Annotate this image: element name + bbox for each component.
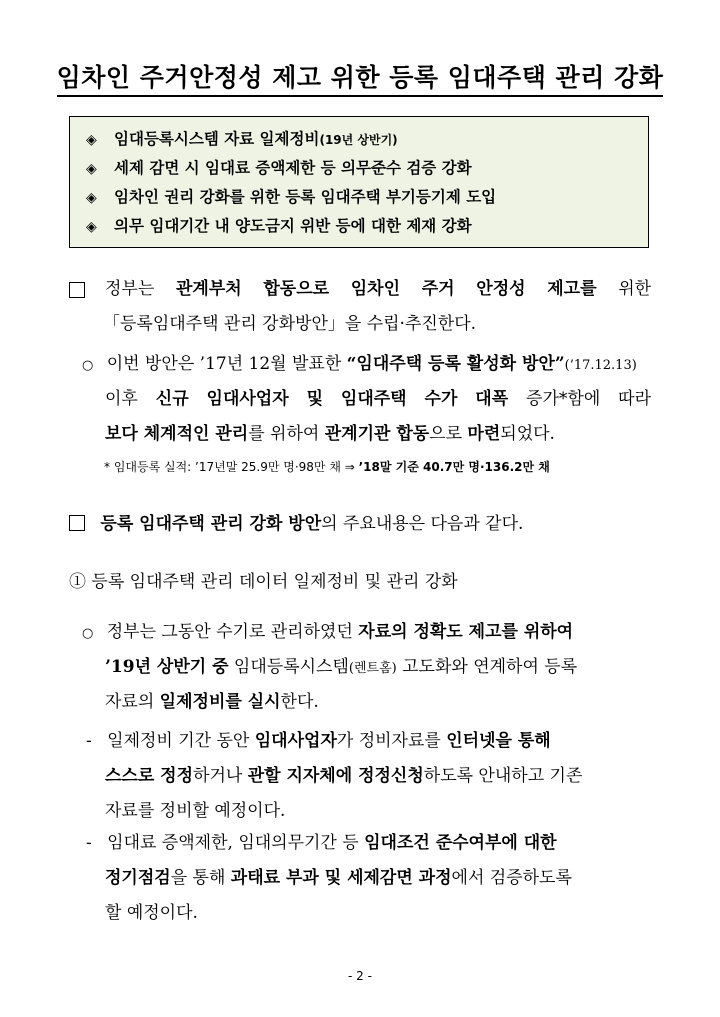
word: 안정성 <box>476 279 526 299</box>
summary-item-text: 의무 임대기간 내 양도금지 위반 등에 대한 제재 강화 <box>114 217 472 235</box>
text-run: 관할 지자체에 정정신청 <box>247 766 424 786</box>
paragraph-line <box>82 615 651 650</box>
text-run: (렌트홈) <box>348 661 397 676</box>
diamond-bullet-icon: ◈ <box>86 190 97 206</box>
paragraph-line <box>86 724 651 759</box>
section-heading <box>69 565 458 600</box>
text-run: “임대주택 등록 활성화 방안” <box>346 354 565 374</box>
paragraph-line <box>105 685 651 720</box>
diamond-bullet-icon: ◈ <box>86 132 97 148</box>
text-run: (’17.12.13) <box>564 358 637 373</box>
checkbox-square-icon <box>69 282 85 298</box>
paragraph-line <box>69 307 651 342</box>
word: 제고를 <box>547 279 597 299</box>
checkbox-square-icon <box>69 515 85 531</box>
text-run: 마련 <box>467 424 501 444</box>
text-run: 자료의 정확도 제고를 위하여 <box>358 622 574 642</box>
text-run: ’19년 상반기 중 <box>105 657 229 677</box>
text-run: 스스로 정정 <box>105 766 194 786</box>
text-run: 한다. <box>280 692 319 712</box>
paragraph-line-text <box>105 272 651 307</box>
text-run: 하거나 <box>193 766 248 786</box>
text-run: 자료의 <box>105 692 160 712</box>
diamond-bullet-icon: ◈ <box>86 219 97 235</box>
summary-item <box>70 212 648 241</box>
word: 관계부처 <box>175 279 242 299</box>
summary-item <box>70 183 648 212</box>
summary-item-text: 임대등록시스템 자료 일제정비 <box>114 130 320 148</box>
text-run: 하도록 안내하고 기존 <box>423 766 583 786</box>
circle-bullet-icon: ○ <box>82 626 94 641</box>
text-run: 정기점검 <box>105 868 171 888</box>
page-title-text: 임차인 주거안정성 제고 위한 등록 임대주택 관리 강화 <box>57 63 664 97</box>
text-run: 할 예정이다. <box>105 903 198 923</box>
word: 정부는 <box>105 279 155 299</box>
diamond-bullet-icon: ◈ <box>86 161 97 177</box>
text-run: 과태료 부과 및 세제감면 과정 <box>230 868 452 888</box>
word: 위한 <box>618 279 652 299</box>
paragraph-line <box>82 347 651 382</box>
section-heading-text: ① 등록 임대주택 관리 데이터 일제정비 및 관리 강화 <box>69 572 458 592</box>
paragraph-background <box>82 347 651 452</box>
footnote-text-bold: ’18말 기준 40.7만 명·136.2만 채 <box>358 460 550 474</box>
text-run: 의 주요내용은 다음과 같다. <box>321 514 524 534</box>
text-run: 이번 방안은 ’17년 12월 발표한 <box>106 354 347 374</box>
text-run: 정부는 그동안 수기로 관리하였던 <box>106 622 359 642</box>
paragraph-line <box>105 650 651 685</box>
word: 대폭 <box>475 389 509 409</box>
paragraph-line <box>105 382 651 417</box>
paragraph-inspection <box>86 826 651 931</box>
text-run: 임대사업자 <box>254 731 337 751</box>
text-run: 관계기관 합동 <box>324 424 430 444</box>
text-run: 가 정비자료를 <box>336 731 447 751</box>
text-run: 으로 <box>429 424 468 444</box>
word: 증가*함에 <box>526 389 601 409</box>
paragraph-main-content <box>69 507 523 542</box>
text-run: 보다 체계적인 관리 <box>105 424 249 444</box>
paragraph-line <box>69 507 523 542</box>
footnote-text: * 임대등록 실적: ’17년말 25.9만 명·98만 채 ⇒ <box>104 460 359 474</box>
summary-box <box>69 116 649 248</box>
word: 주거 <box>421 279 455 299</box>
dash-bullet: - <box>86 833 92 853</box>
dash-bullet: - <box>86 731 92 751</box>
text-run: 에서 검증하도록 <box>451 868 572 888</box>
page-title <box>0 58 720 94</box>
paragraph-line <box>86 826 651 861</box>
word: 임대사업자 <box>206 389 289 409</box>
paragraph-data-cleanup <box>82 615 651 720</box>
text-run: 임대조건 준수여부에 대한 <box>364 833 557 853</box>
footnote <box>104 458 550 475</box>
paragraph-self-correction <box>86 724 651 829</box>
summary-item <box>70 154 648 183</box>
text-run: 자료를 정비할 예정이다. <box>105 801 286 821</box>
summary-item-text: 임차인 권리 강화를 위한 등록 임대주택 부기등기제 도입 <box>114 188 497 206</box>
word: 따라 <box>618 389 652 409</box>
word: 및 <box>306 389 323 409</box>
page-number: - 2 - <box>348 969 372 983</box>
paragraph-line <box>105 896 651 931</box>
word: 합동으로 <box>263 279 330 299</box>
paragraph-line <box>105 759 651 794</box>
summary-item-text: 세제 감면 시 임대료 증액제한 등 의무준수 검증 강화 <box>114 159 472 177</box>
paragraph-line <box>105 417 651 452</box>
text-run: 을 통해 <box>170 868 231 888</box>
text-run: 되었다. <box>500 424 555 444</box>
summary-item <box>70 125 648 154</box>
text-run: 일제정비를 실시 <box>159 692 281 712</box>
paragraph-line <box>105 794 651 829</box>
circle-bullet-icon: ○ <box>82 358 94 373</box>
paragraph-intro <box>69 272 651 342</box>
text-run: 등록 임대주택 관리 강화 방안 <box>100 514 322 534</box>
word: 이후 <box>105 389 138 409</box>
paragraph-line <box>69 272 651 307</box>
text-run: 일제정비 기간 동안 <box>107 731 255 751</box>
word: 임차인 <box>350 279 401 299</box>
text-run: 인터넷을 통해 <box>446 731 551 751</box>
summary-item-note: (19년 상반기) <box>319 133 398 147</box>
paragraph-line-text: 「등록임대주택 관리 강화방안」을 수립·추진한다. <box>103 314 477 334</box>
text-run: 임대등록시스템 <box>228 657 349 677</box>
word: 수가 <box>424 389 458 409</box>
text-run: 고도화와 연계하여 등록 <box>396 657 578 677</box>
text-run: 임대료 증액제한, 임대의무기간 등 <box>107 833 365 853</box>
word: 신규 <box>155 389 189 409</box>
text-run: 를 위하여 <box>248 424 325 444</box>
word: 임대주택 <box>340 389 407 409</box>
paragraph-line <box>105 861 651 896</box>
